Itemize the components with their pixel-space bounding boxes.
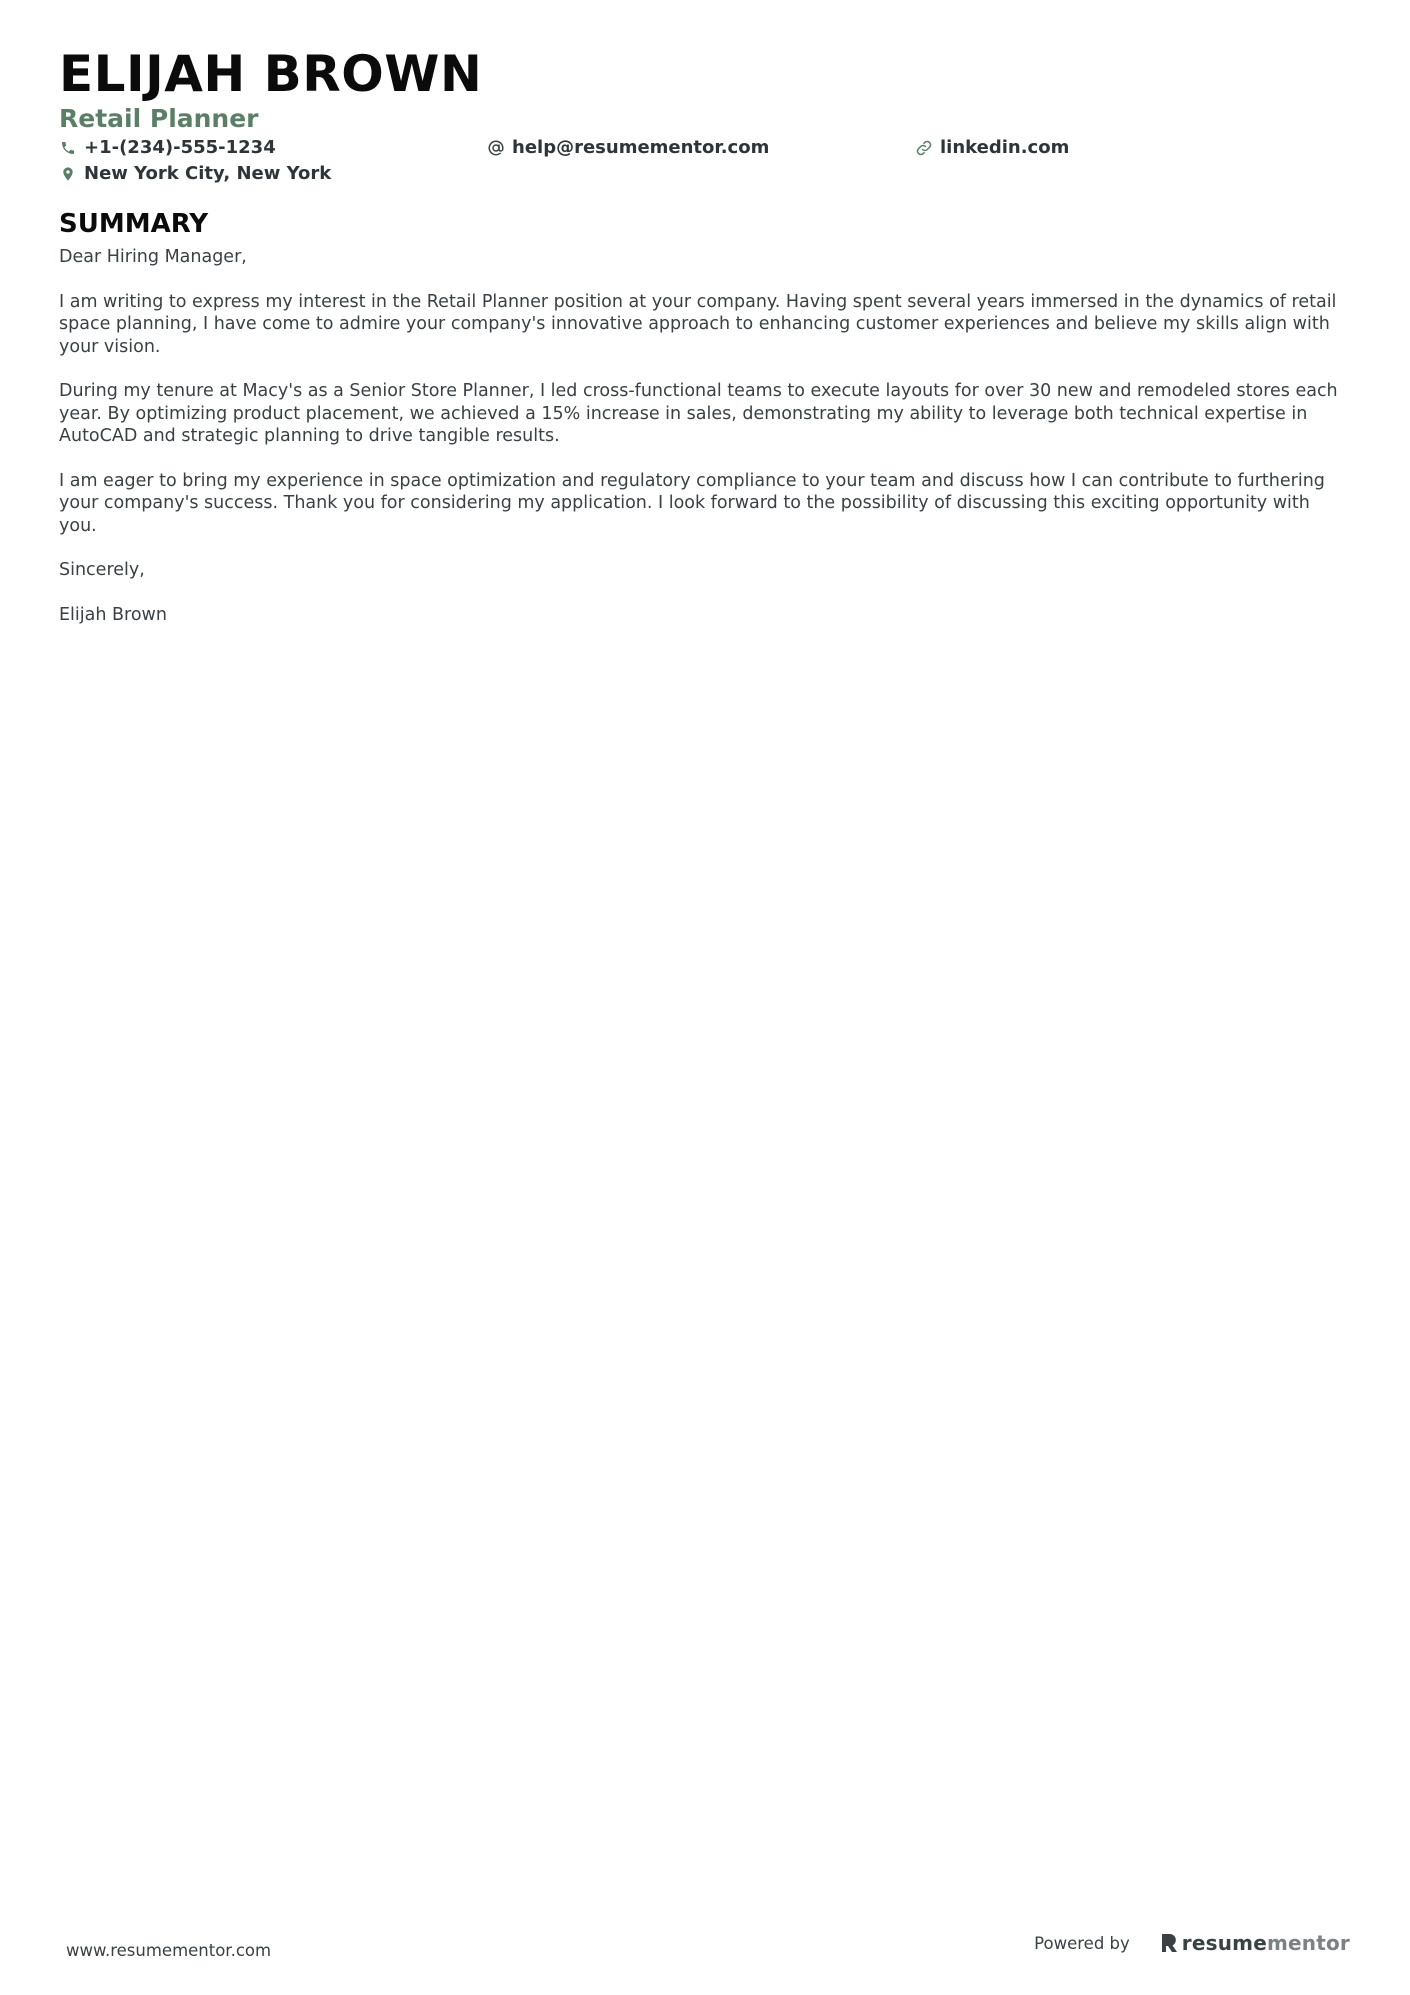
summary-title: SUMMARY [59,209,209,239]
brand-text-mentor: mentor [1266,1931,1350,1955]
phone-icon [59,139,77,157]
contact-email[interactable] [487,136,769,160]
header [59,44,1349,190]
email-text[interactable]: help@resumementor.com [512,137,770,158]
location-text: New York City, New York [84,163,332,184]
powered-by-text: Powered by [1034,1933,1130,1953]
contact-phone [59,136,276,160]
location-pin-icon [59,165,77,183]
footer-website[interactable]: www.resumementor.com [66,1941,272,1960]
link-icon [915,139,933,157]
resumementor-logo-icon [1160,1932,1178,1954]
job-title: Retail Planner [59,104,259,133]
summary-section [59,208,1351,648]
contact-location [59,162,331,186]
at-sign-icon [487,139,505,157]
paragraph-intro: I am writing to express my interest in the Retail Planner position at your company. Having spent several years immersed in the dynamics of retail space planning, I have come to admire your company's innovative approach to enhancing customer experiences and believe my skills align with your vision. [59,291,1337,357]
candidate-name: ELIJAH BROWN [59,45,483,103]
brand-logo[interactable] [1160,1931,1350,1955]
contact-link[interactable] [915,136,1069,160]
paragraph-experience: During my tenure at Macy's as a Senior Store Planner, I led cross-functional teams to execute layouts for over 30 new and remodeled stores each year. By optimizing product placement, we achieved a 15% increase in sales, demonstrating my ability to leverage both technical expertise in AutoCAD and strategic planning to drive tangible results. [59,381,1338,446]
brand-text-resume: resume [1181,1931,1267,1955]
paragraph-closing: I am eager to bring my experience in space optimization and regulatory compliance to your team and discuss how I can contribute to furthering your company's success. Thank you for considering my application. I look forward to the possibility of discussing this exciting opportunity with you. [59,470,1325,536]
phone-text: +1-(234)-555-1234 [84,137,276,158]
sign-off: Sincerely, [59,560,145,580]
footer-branding [1034,1931,1350,1955]
link-text[interactable]: linkedin.com [940,137,1070,158]
salutation: Dear Hiring Manager, [59,247,247,267]
contact-info [59,134,1349,190]
signature-name: Elijah Brown [59,604,167,625]
